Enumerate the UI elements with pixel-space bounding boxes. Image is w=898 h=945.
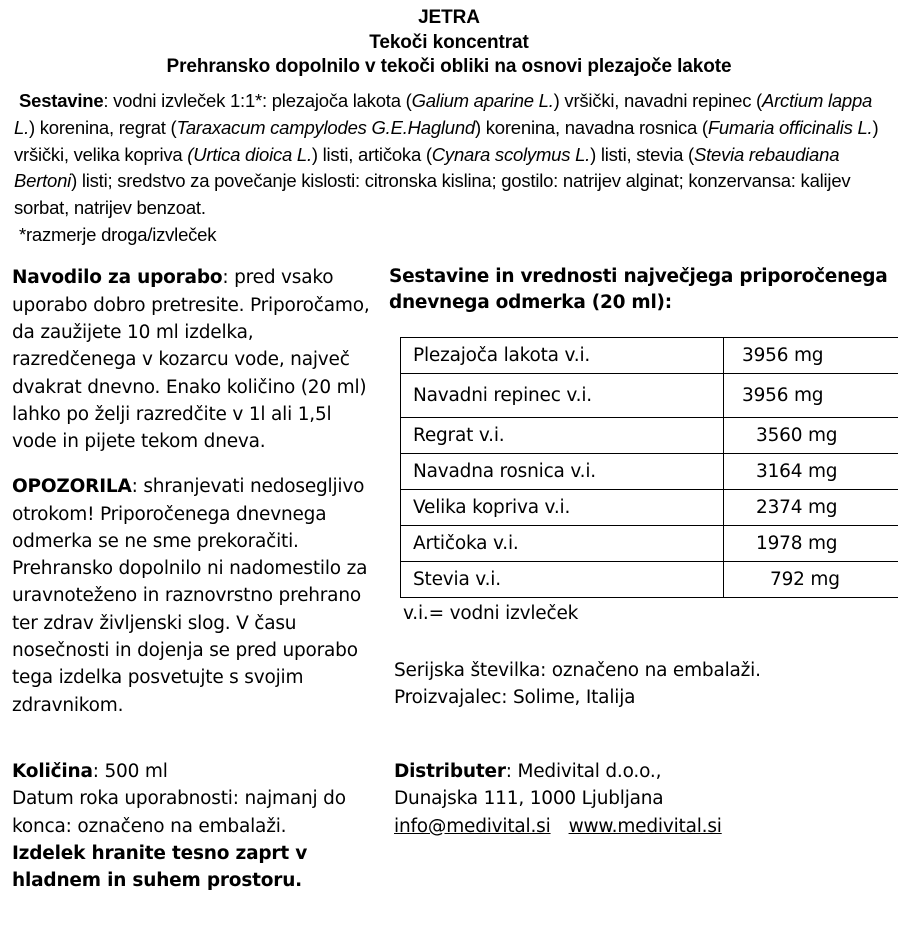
ingredient-latin-name: Galium aparine L.	[411, 90, 554, 112]
quantity-line	[12, 758, 380, 785]
production-block	[389, 657, 888, 712]
ingredient-text-segment: ) vršički, navadni repinec (	[553, 90, 762, 112]
ingredient-text-segment: ) listi; sredstvo za povečanje kislosti: citronska kislina; gostilo: natrijev alginat; konzervansa: kalijev sorbat, natrijev benzoat.	[14, 170, 851, 218]
distributor-contacts	[394, 813, 898, 840]
distributor-block	[380, 758, 898, 840]
nutrition-table	[400, 337, 898, 598]
page-header	[0, 0, 898, 80]
usage-label: Navodilo za uporabo	[12, 267, 223, 289]
table-row	[401, 418, 898, 454]
quantity-block	[0, 758, 380, 894]
nutrition-row-name: Navadna rosnica v.i.	[401, 454, 724, 490]
distributor-website-link[interactable]: www.medivital.si	[568, 815, 722, 837]
ingredient-latin-name: Fumaria officinalis L.	[707, 116, 873, 138]
nutrition-heading: Sestavine in vrednosti največjega priporočenega dnevnega odmerka (20 ml):	[389, 266, 888, 314]
quantity-label: Količina	[12, 761, 93, 782]
nutrition-row-value: 3164 mg	[724, 454, 898, 490]
warnings-block	[12, 473, 372, 719]
distributor-line	[394, 758, 898, 785]
table-row	[401, 526, 898, 562]
nutrition-row-value: 1978 mg	[724, 526, 898, 562]
table-row	[401, 490, 898, 526]
page-title: JETRA	[418, 7, 480, 28]
main-columns	[0, 264, 898, 719]
nutrition-row-name: Artičoka v.i.	[401, 526, 724, 562]
nutrition-row-name: Velika kopriva v.i.	[401, 490, 724, 526]
table-row	[401, 562, 898, 598]
ingredient-latin-name: (Urtica dioica L.	[187, 143, 312, 165]
warnings-text: shranjevati nedosegljivo otrokom! Priporočenega dnevnega odmerka se ne sme prekoračiti. Prehransko dopolnilo ni nadomestilo za uravnoteženo in raznovrstno prehrano ter zdrav življenski slog. V času nosečnosti in dojenja se pred uporabo tega izdelka posvetujte s svojim zdravnikom.	[12, 476, 368, 716]
distributor-address: Dunajska 111, 1000 Ljubljana	[394, 788, 664, 810]
ingredients-text	[14, 90, 878, 218]
nutrition-row-name: Stevia v.i.	[401, 562, 724, 598]
table-row	[401, 374, 898, 418]
ingredient-text-segment: ) listi, artičoka (	[311, 143, 432, 165]
nutrition-footnote: v.i.= vodni izvleček	[403, 603, 579, 625]
ingredient-text-segment: ) listi, stevia (	[590, 143, 694, 165]
page-subtitle: Tekoči koncentrat	[369, 31, 529, 53]
left-column	[0, 264, 380, 719]
nutrition-row-value: 3956 mg	[724, 374, 898, 418]
page-descriptor: Prehransko dopolnilo v tekoči obliki na osnovi plezajoče lakote	[166, 56, 732, 78]
distributor-label: Distributer	[394, 761, 506, 782]
warnings-separator: :	[131, 476, 144, 498]
ingredient-text-segment: ) korenina, navadna rosnica (	[475, 116, 708, 138]
ingredient-latin-name: Cynara scolymus L.	[431, 143, 591, 165]
nutrition-row-name: Plezajoča lakota v.i.	[401, 338, 724, 374]
distributor-email-link[interactable]: info@medivital.si	[394, 815, 551, 837]
nutrition-row-value: 3956 mg	[724, 338, 898, 374]
ingredient-latin-name: Stevia rebaudiana Bertoni	[14, 143, 840, 192]
ingredients-ratio-note: *razmerje droga/izvleček	[19, 223, 217, 245]
ingredients-separator: :	[103, 90, 114, 112]
storage-text: Izdelek hranite tesno zaprt v hladnem in suhem prostoru.	[12, 842, 308, 892]
nutrition-row-name: Regrat v.i.	[401, 418, 724, 454]
ingredient-latin-name: Arctium lappa L.	[14, 90, 873, 138]
usage-block	[12, 264, 372, 455]
right-column	[380, 264, 898, 711]
ingredient-text-segment: vodni izvleček 1:1*: plezajoča lakota (	[113, 90, 412, 112]
usage-text: pred vsako uporabo dobro pretresite. Priporočamo, da zaužijete 10 ml izdelka, razredčenega v kozarcu vode, največ dvakrat dnevno. Enako količino (20 ml) lahko po želji razredčite v 1l ali 1,5l vode in pijete tekom dneva.	[12, 267, 370, 453]
expiry-text: Datum roka uporabnosti: najmanj do konca: označeno na embalaži.	[12, 788, 346, 837]
manufacturer-text: Proizvajalec: Solime, Italija	[394, 687, 636, 709]
distributor-separator: :	[505, 761, 518, 782]
quantity-separator: :	[92, 761, 105, 782]
ingredients-paragraph	[14, 88, 886, 222]
ingredient-text-segment: ) korenina, regrat (	[29, 116, 177, 138]
batch-number-text: Serijska številka: označeno na embalaži.	[394, 660, 761, 682]
distributor-company: Medivital d.o.o.,	[517, 761, 662, 782]
usage-separator: :	[222, 267, 235, 289]
ingredient-text-segment: ) vršički, velika kopriva	[14, 116, 879, 165]
nutrition-row-value: 792 mg	[724, 562, 898, 598]
quantity-value: 500 ml	[104, 761, 168, 782]
nutrition-table-wrapper	[389, 337, 888, 598]
nutrition-row-name: Navadni repinec v.i.	[401, 374, 724, 418]
warnings-label: OPOZORILA	[12, 476, 132, 498]
footer-row	[0, 758, 898, 894]
table-row	[401, 338, 898, 374]
nutrition-row-value: 2374 mg	[724, 490, 898, 526]
table-row	[401, 454, 898, 490]
nutrition-row-value: 3560 mg	[724, 418, 898, 454]
ingredients-label: Sestavine	[19, 90, 104, 112]
ingredient-latin-name: Taraxacum campylodes G.E.Haglund	[176, 116, 475, 138]
